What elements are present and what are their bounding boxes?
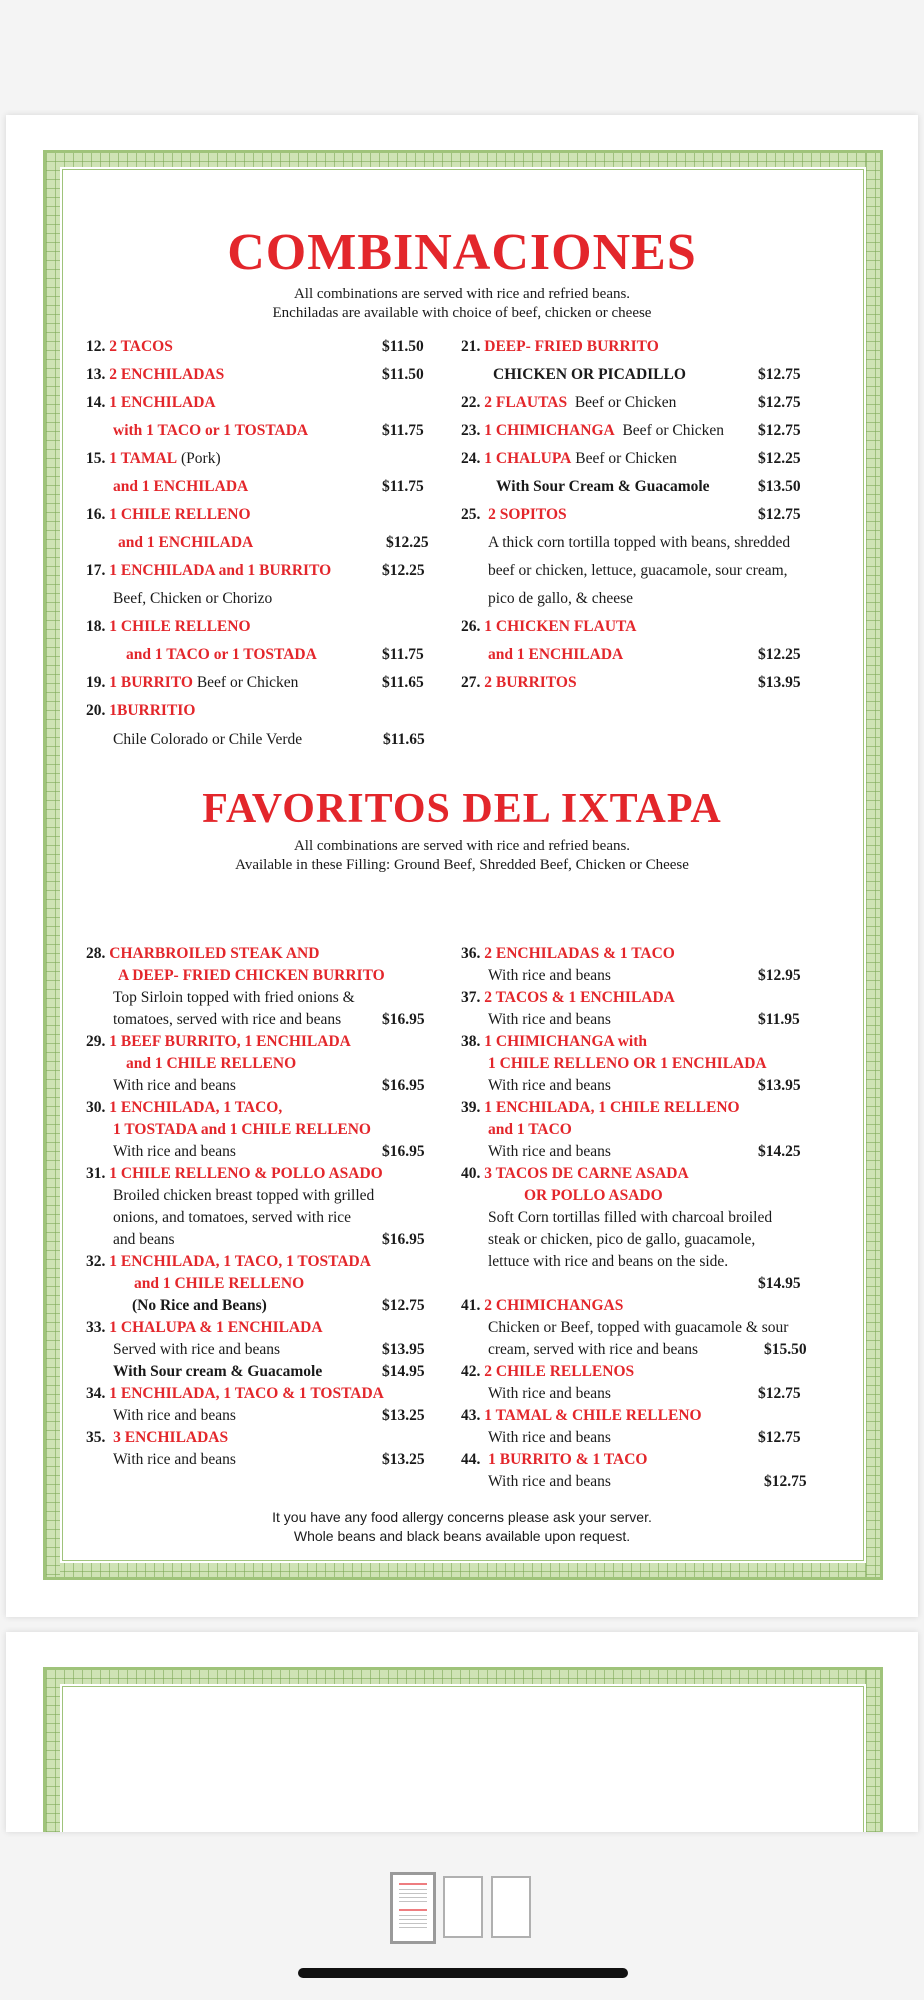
menu-item-24-line2: With Sour Cream & Guacamole <box>496 478 710 495</box>
price: $11.65 <box>383 731 425 748</box>
price: $11.50 <box>382 338 424 355</box>
price: $11.95 <box>758 1011 800 1028</box>
menu-item-21: 21. DEEP- FRIED BURRITO <box>461 338 659 355</box>
menu-item-31-desc: Broiled chicken breast topped with grilled <box>113 1187 375 1204</box>
menu-item-26: 26. 1 CHICKEN FLAUTA <box>461 618 637 635</box>
price: $12.25 <box>386 534 429 551</box>
menu-item-17-desc: Beef, Chicken or Chorizo <box>113 590 273 607</box>
price: $12.75 <box>758 1385 801 1402</box>
price: $15.50 <box>764 1341 807 1358</box>
price: $16.95 <box>382 1011 425 1028</box>
menu-item-25-desc: beef or chicken, lettuce, guacamole, sour cream, <box>488 562 788 579</box>
menu-item-37-desc: With rice and beans <box>488 1011 611 1028</box>
home-indicator[interactable] <box>298 1968 628 1978</box>
price: $12.75 <box>758 1429 801 1446</box>
allergy-note: It you have any food allergy concerns please ask your server. Whole beans and black beans available upon request. <box>272 1509 652 1544</box>
menu-item-40-line2: OR POLLO ASADO <box>524 1187 663 1204</box>
price: $14.95 <box>758 1275 801 1292</box>
menu-item-20: 20. 1BURRITIO <box>86 702 196 719</box>
menu-item-14: 14. 1 ENCHILADA <box>86 394 216 411</box>
menu-item-25-desc: pico de gallo, & cheese <box>488 590 634 607</box>
menu-item-43-desc: With rice and beans <box>488 1429 611 1446</box>
menu-item-33-desc2: With Sour cream & Guacamole <box>113 1363 323 1380</box>
menu-item-15: 15. 1 TAMAL (Pork) <box>86 450 221 467</box>
menu-item-40-desc: lettuce with rice and beans on the side. <box>488 1253 729 1270</box>
menu-item-25-desc: A thick corn tortilla topped with beans, shredded <box>488 534 791 551</box>
menu-item-31-desc: and beans <box>113 1231 175 1248</box>
menu-item-44: 44. 1 BURRITO & 1 TACO <box>461 1451 648 1468</box>
menu-item-40: 40. 3 TACOS DE CARNE ASADA <box>461 1165 689 1182</box>
menu-item-43: 43. 1 TAMAL & CHILE RELLENO <box>461 1407 702 1424</box>
price: $11.65 <box>382 674 424 691</box>
menu-item-24: 24. 1 CHALUPA Beef or Chicken <box>461 450 677 467</box>
price: $13.95 <box>758 674 801 691</box>
price: $12.25 <box>382 562 425 579</box>
combinaciones-title: COMBINACIONES <box>227 224 697 281</box>
price: $13.25 <box>382 1451 425 1468</box>
menu-item-42: 42. 2 CHILE RELLENOS <box>461 1363 635 1380</box>
menu-item-12: 12. 2 TACOS <box>86 338 173 355</box>
price: $12.75 <box>758 422 801 439</box>
menu-item-34: 34. 1 ENCHILADA, 1 TACO & 1 TOSTADA <box>86 1385 384 1402</box>
price: $12.25 <box>758 646 801 663</box>
menu-item-13: 13. 2 ENCHILADAS <box>86 366 225 383</box>
price: $12.75 <box>764 1473 807 1490</box>
menu-item-35: 35. 3 ENCHILADAS <box>86 1429 229 1446</box>
menu-item-32: 32. 1 ENCHILADA, 1 TACO, 1 TOSTADA <box>86 1253 371 1270</box>
favoritos-subtitle: All combinations are served with rice and refried beans. Available in these Filling: Ground Beef, Shredded Beef, Chicken or Cheese <box>235 838 689 873</box>
page-thumbnail-3[interactable] <box>491 1876 531 1938</box>
menu-item-31: 31. 1 CHILE RELLENO & POLLO ASADO <box>86 1165 383 1182</box>
price: $14.25 <box>758 1143 801 1160</box>
menu-item-25: 25. 2 SOPITOS <box>461 506 567 523</box>
menu-item-36-desc: With rice and beans <box>488 967 611 984</box>
menu-item-39-line2: and 1 TACO <box>488 1121 572 1138</box>
menu-item-21-line2: CHICKEN OR PICADILLO <box>493 366 686 383</box>
price: $16.95 <box>382 1231 425 1248</box>
menu-item-29: 29. 1 BEEF BURRITO, 1 ENCHILADA <box>86 1033 351 1050</box>
price: $16.95 <box>382 1077 425 1094</box>
menu-item-41-desc: cream, served with rice and beans <box>488 1341 699 1358</box>
price: $13.95 <box>382 1341 425 1358</box>
menu-item-38-desc: With rice and beans <box>488 1077 611 1094</box>
menu-item-33: 33. 1 CHALUPA & 1 ENCHILADA <box>86 1319 323 1336</box>
menu-item-39-desc: With rice and beans <box>488 1143 611 1160</box>
price: $12.75 <box>758 394 801 411</box>
menu-item-18-line2: and 1 TACO or 1 TOSTADA <box>126 646 317 663</box>
menu-item-22: 22. 2 FLAUTAS Beef or Chicken <box>461 394 677 411</box>
decorative-border <box>43 1667 883 1832</box>
menu-item-33-desc: Served with rice and beans <box>113 1341 280 1358</box>
menu-item-23: 23. 1 CHIMICHANGA Beef or Chicken <box>461 422 725 439</box>
menu-page-2 <box>6 1632 918 1832</box>
menu-item-40-desc: steak or chicken, pico de gallo, guacamole, <box>488 1231 756 1248</box>
menu-item-29-line2: and 1 CHILE RELLENO <box>126 1055 297 1072</box>
price: $13.95 <box>758 1077 801 1094</box>
menu-item-16-line2: and 1 ENCHILADA <box>118 534 254 551</box>
price: $11.75 <box>382 422 424 439</box>
price: $12.75 <box>758 366 801 383</box>
price: $13.25 <box>382 1407 425 1424</box>
menu-item-41-desc: Chicken or Beef, topped with guacamole & sour <box>488 1319 789 1336</box>
price: $11.75 <box>382 478 424 495</box>
price: $12.95 <box>758 967 801 984</box>
price: $12.75 <box>382 1297 425 1314</box>
menu-item-18: 18. 1 CHILE RELLENO <box>86 618 251 635</box>
menu-item-38: 38. 1 CHIMICHANGA with <box>461 1033 648 1050</box>
price: $12.75 <box>758 506 801 523</box>
price: $14.95 <box>382 1363 425 1380</box>
menu-item-15-line2: and 1 ENCHILADA <box>113 478 249 495</box>
menu-item-40-desc: Soft Corn tortillas filled with charcoal broiled <box>488 1209 773 1226</box>
menu-item-29-desc: With rice and beans <box>113 1077 236 1094</box>
price: $11.50 <box>382 366 424 383</box>
menu-item-36: 36. 2 ENCHILADAS & 1 TACO <box>461 945 675 962</box>
menu-item-28-line2: A DEEP- FRIED CHICKEN BURRITO <box>118 967 385 984</box>
menu-item-37: 37. 2 TACOS & 1 ENCHILADA <box>461 989 675 1006</box>
menu-item-28-desc: tomatoes, served with rice and beans <box>113 1011 342 1028</box>
menu-item-42-desc: With rice and beans <box>488 1385 611 1402</box>
menu-item-30-desc: With rice and beans <box>113 1143 236 1160</box>
menu-item-30-line2: 1 TOSTADA and 1 CHILE RELLENO <box>113 1121 371 1138</box>
menu-item-20-desc: Chile Colorado or Chile Verde <box>113 731 303 748</box>
price: $13.50 <box>758 478 801 495</box>
menu-item-28: 28. CHARBROILED STEAK AND <box>86 945 320 962</box>
menu-item-19: 19. 1 BURRITO Beef or Chicken <box>86 674 299 691</box>
menu-item-35-desc: With rice and beans <box>113 1451 236 1468</box>
menu-item-39: 39. 1 ENCHILADA, 1 CHILE RELLENO <box>461 1099 740 1116</box>
menu-item-34-desc: With rice and beans <box>113 1407 236 1424</box>
menu-item-17: 17. 1 ENCHILADA and 1 BURRITO <box>86 562 332 579</box>
price: $11.75 <box>382 646 424 663</box>
menu-item-32-line2: and 1 CHILE RELLENO <box>134 1275 305 1292</box>
page-thumbnail-1[interactable] <box>390 1872 436 1944</box>
page-thumbnail-2[interactable] <box>443 1876 483 1938</box>
menu-page-1 <box>6 115 918 1617</box>
favoritos-title: FAVORITOS DEL IXTAPA <box>202 786 722 832</box>
menu-item-31-desc: onions, and tomatoes, served with rice <box>113 1209 352 1226</box>
combinaciones-subtitle: All combinations are served with rice and refried beans. Enchiladas are available with choice of beef, chicken or cheese <box>272 286 652 321</box>
menu-item-44-desc: With rice and beans <box>488 1473 611 1490</box>
menu-item-27: 27. 2 BURRITOS <box>461 674 577 691</box>
menu-item-41: 41. 2 CHIMICHANGAS <box>461 1297 624 1314</box>
menu-item-30: 30. 1 ENCHILADA, 1 TACO, <box>86 1099 283 1116</box>
menu-item-38-line2: 1 CHILE RELLENO OR 1 ENCHILADA <box>488 1055 767 1072</box>
page-thumbnails <box>0 1876 924 1956</box>
menu-item-32-desc: (No Rice and Beans) <box>132 1297 267 1314</box>
price: $16.95 <box>382 1143 425 1160</box>
menu-item-16: 16. 1 CHILE RELLENO <box>86 506 251 523</box>
menu-item-14-line2: with 1 TACO or 1 TOSTADA <box>113 422 309 439</box>
menu-item-26-line2: and 1 ENCHILADA <box>488 646 624 663</box>
menu-item-28-desc: Top Sirloin topped with fried onions & <box>113 989 355 1006</box>
price: $12.25 <box>758 450 801 467</box>
